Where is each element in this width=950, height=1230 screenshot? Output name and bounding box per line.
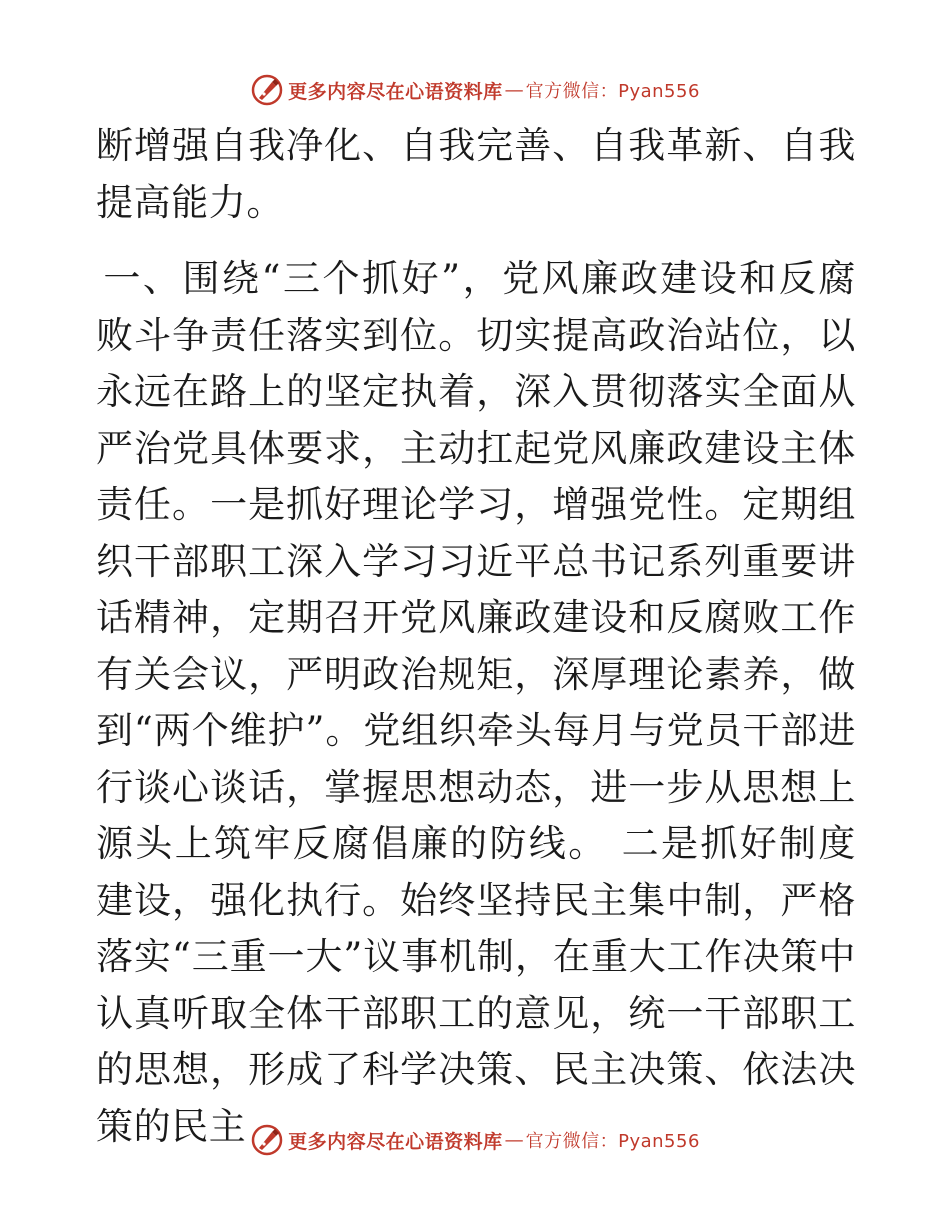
document-body	[96, 118, 856, 1155]
footer-brand-text: 更多内容尽在心语资料库	[288, 1130, 503, 1153]
pen-nib-circle-icon	[250, 73, 284, 107]
paragraph-section-one: 一、围绕“三个抓好”，党风廉政建设和反腐败斗争责任落实到位。切实提高政治站位，以永远在路上的坚定执着，深入贯彻落实全面从严治党具体要求，主动扛起党风廉政建设主体责任。一是抓好理论学习，增强党性。定期组织干部职工深入学习习近平总书记系列重要讲话精神，定期召开党风廉政建设和反腐败工作有关会议，严明政治规矩，深厚理论素养，做到“两个维护”。党组织牵头每月与党员干部进行谈心谈话，掌握思想动态，进一步从思想上源头上筑牢反腐倡廉的防线。 二是抓好制度建设，强化执行。始终坚持民主集中制，严格落实“三重一大”议事机制，在重大工作决策中认真听取全体干部职工的意见，统一干部职工的思想，形成了科学决策、民主决策、依法决策的民主	[96, 257, 856, 1148]
page-footer-banner	[0, 1120, 950, 1160]
header-brand-text: 更多内容尽在心语资料库	[288, 80, 503, 103]
pen-nib-circle-icon	[250, 1123, 284, 1157]
page-header-banner	[0, 70, 950, 110]
footer-separator: —	[504, 1129, 524, 1151]
header-separator: —	[504, 79, 524, 101]
header-wechat-label: 官方微信：Pyan556	[525, 81, 700, 102]
footer-wechat-label: 官方微信：Pyan556	[525, 1131, 700, 1152]
paragraph-continuation: 断增强自我净化、自我完善、自我革新、自我提高能力。	[96, 124, 856, 224]
